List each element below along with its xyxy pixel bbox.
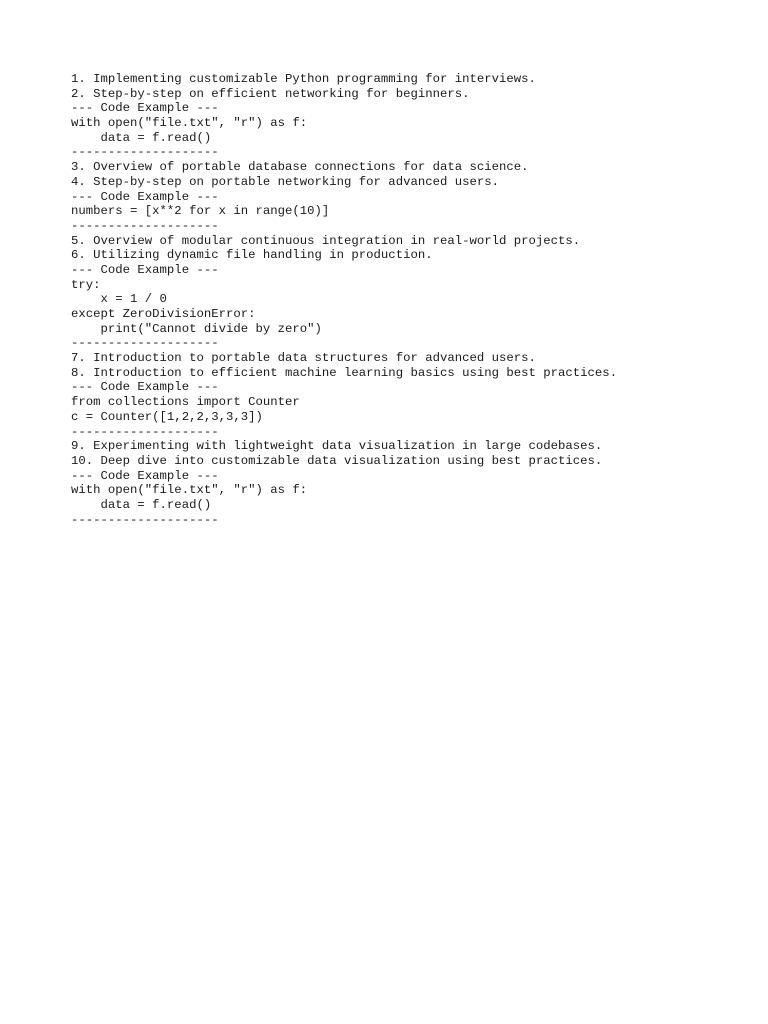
separator-line: -------------------- [71, 145, 219, 160]
list-item-3: 3. Overview of portable database connections for data science. [71, 160, 529, 175]
code-line: numbers = [x**2 for x in range(10)] [71, 204, 330, 219]
code-line: except ZeroDivisionError: [71, 307, 256, 321]
code-line: print("Cannot divide by zero") [71, 321, 322, 336]
code-example-header: --- Code Example --- [71, 380, 219, 395]
code-line: c = Counter([1,2,2,3,3,3]) [71, 409, 263, 424]
list-item-5: 5. Overview of modular continuous integration in real-world projects. [71, 233, 581, 248]
list-item-4: 4. Step-by-step on portable networking for advanced users. [71, 174, 500, 189]
code-line: data = f.read() [71, 497, 212, 512]
code-line: with open("file.txt", "r") as f: [71, 483, 308, 498]
code-example-header: --- Code Example --- [71, 468, 219, 483]
list-item-6: 6. Utilizing dynamic file handling in production. [71, 248, 433, 263]
list-item-7: 7. Introduction to portable data structures for advanced users. [71, 351, 536, 366]
list-item-8: 8. Introduction to efficient machine learning basics using best practices. [71, 365, 618, 380]
code-line: try: [71, 277, 101, 292]
code-line: from collections import Counter [71, 395, 300, 410]
code-example-header: --- Code Example --- [71, 189, 219, 204]
list-item-10: 10. Deep dive into customizable data visualization using best practices. [71, 453, 603, 468]
separator-line: -------------------- [71, 512, 219, 527]
list-item-2: 2. Step-by-step on efficient networking for beginners. [71, 86, 470, 101]
separator-line: -------------------- [71, 336, 219, 351]
separator-line: -------------------- [71, 218, 219, 233]
code-line: data = f.read() [71, 130, 212, 145]
list-item-1: 1. Implementing customizable Python programming for interviews. [71, 72, 536, 86]
code-line: x = 1 / 0 [71, 292, 167, 307]
code-example-header: --- Code Example --- [71, 101, 219, 116]
code-example-header: --- Code Example --- [71, 262, 219, 277]
document-body [71, 72, 748, 527]
list-item-9: 9. Experimenting with lightweight data visualization in large codebases. [71, 439, 603, 454]
code-line: with open("file.txt", "r") as f: [71, 116, 308, 131]
separator-line: -------------------- [71, 424, 219, 439]
